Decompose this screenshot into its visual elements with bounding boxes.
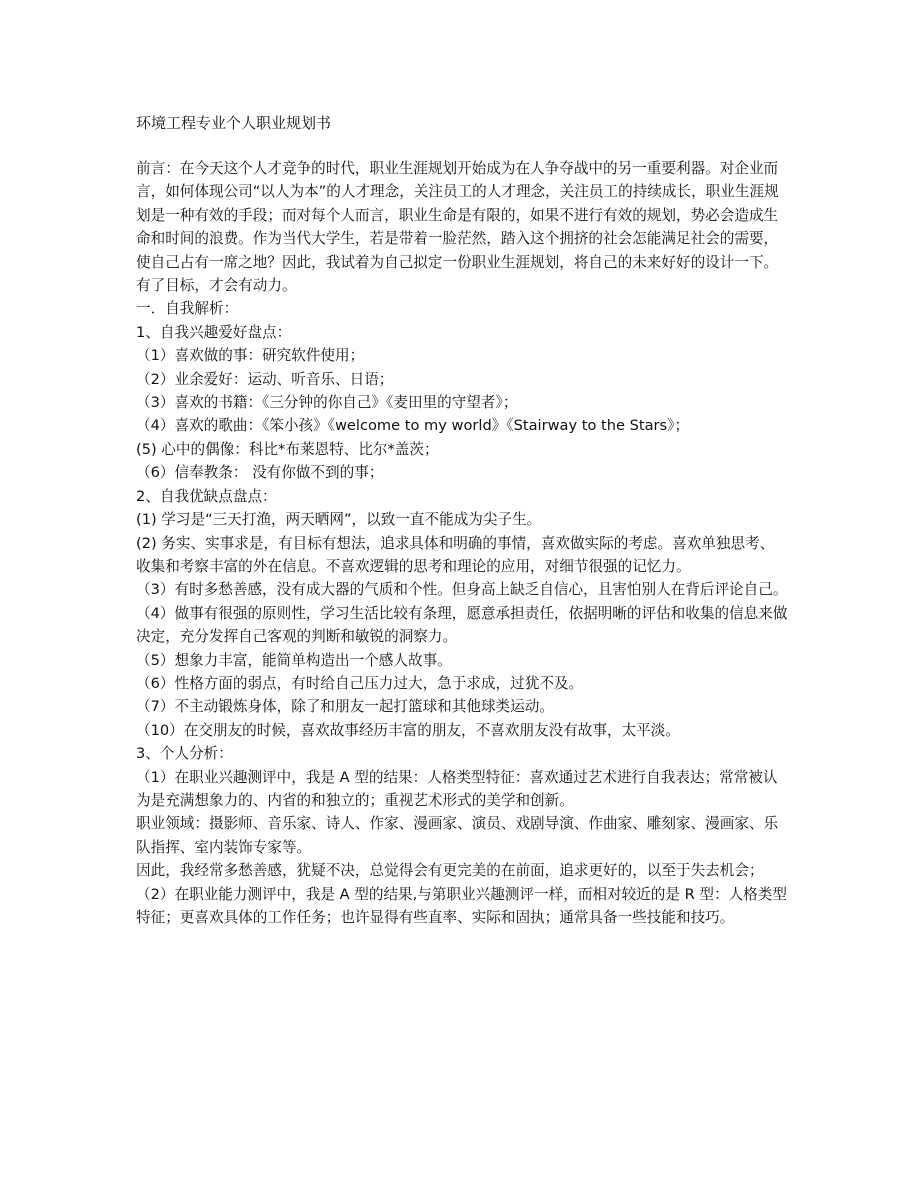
list-item: （3）有时多愁善感，没有成大器的气质和个性。但身高上缺乏自信心，且害怕别人在背后评论自己。 (136, 581, 788, 599)
list-item: （1）喜欢做的事：研究软件使用； (136, 347, 365, 365)
subheading-personal-analysis: 3、个人分析： (136, 745, 233, 763)
list-item: （10）在交朋友的时候，喜欢故事经历丰富的朋友，不喜欢朋友没有故事，太平淡。 (136, 721, 680, 739)
list-item: （6）性格方面的弱点，有时给自己压力过大，急于求成，过犹不及。 (136, 674, 584, 692)
subheading-strengths-weaknesses: 2、自我优缺点盘点： (136, 487, 277, 505)
list-item: （2）业余爱好：运动、听音乐、日语； (136, 370, 394, 388)
list-item: （5）想象力丰富，能简单构造出一个感人故事。 (136, 651, 452, 669)
document-title: 环境工程专业个人职业规划书 (136, 114, 332, 132)
heading-self-analysis: 一．自我解析： (136, 300, 239, 318)
subheading-interests: 1、自我兴趣爱好盘点： (136, 323, 292, 341)
paragraph: 职业领域：摄影师、音乐家、诗人、作家、漫画家、演员、戏剧导演、作曲家、雕刻家、漫画家、乐队指挥、室内装饰专家等。 (136, 815, 779, 856)
list-item: （3）喜欢的书籍：《三分钟的你自己》《麦田里的守望者》； (136, 394, 518, 412)
document-body (136, 157, 788, 929)
paragraph: 因此，我经常多愁善感，犹疑不决，总觉得会有更完美的在前面，追求更好的，以至于失去机会； (136, 862, 764, 880)
list-item: (1) 学习是“三天打渔，两天晒网”，以致一直不能成为尖子生。 (136, 511, 542, 529)
list-item: （1）在职业兴趣测评中，我是 A 型的结果：人格类型特征：喜欢通过艺术进行自我表达；常常被认为是充满想象力的、内省的和独立的；重视艺术形式的美学和创新。 (136, 768, 778, 809)
list-item: (5) 心中的偶像：科比*布莱恩特、比尔*盖茨； (136, 440, 439, 458)
list-item: （2）在职业能力测评中，我是 A 型的结果,与第职业兴趣测评一样，而相对较近的是 R 型：人格类型特征；更喜欢具体的工作任务；也许显得有些直率、实际和固执；通常具备一些技能和技巧。 (136, 885, 787, 926)
list-item: （7）不主动锻炼身体，除了和朋友一起打篮球和其他球类运动。 (136, 698, 554, 716)
list-item: （4）喜欢的歌曲：《笨小孩》《welcome to my world》《Stairway to the Stars》； (136, 417, 690, 435)
paragraph-preface: 前言：在今天这个人才竞争的时代，职业生涯规划开始成为在人争夺战中的另一重要利器。对企业而言，如何体现公司“以人为本”的人才理念，关注员工的人才理念，关注员工的持续成长，职业生涯规划是一种有效的手段；而对每个人而言，职业生命是有限的，如果不进行有效的规划，势必会造成生命和时间的浪费。作为当代大学生，若是带着一脸茫然，踏入这个拥挤的社会怎能满足社会的需要，使自己占有一席之地？因此，我试着为自己拟定一份职业生涯规划，将自己的未来好好的设计一下。有了目标，才会有动力。 (136, 160, 779, 295)
list-item: （6）信奉教条： 没有你做不到的事； (136, 464, 384, 482)
list-item: （4）做事有很强的原则性，学习生活比较有条理，愿意承担责任，依据明晰的评估和收集的信息来做决定，充分发挥自己客观的判断和敏锐的洞察力。 (136, 604, 788, 646)
list-item: (2) 务实、实事求是，有目标有想法，追求具体和明确的事情，喜欢做实际的考虑。喜欢单独思考、收集和考察丰富的外在信息。不喜欢逻辑的思考和理论的应用，对细节很强的记忆力。 (136, 534, 775, 575)
